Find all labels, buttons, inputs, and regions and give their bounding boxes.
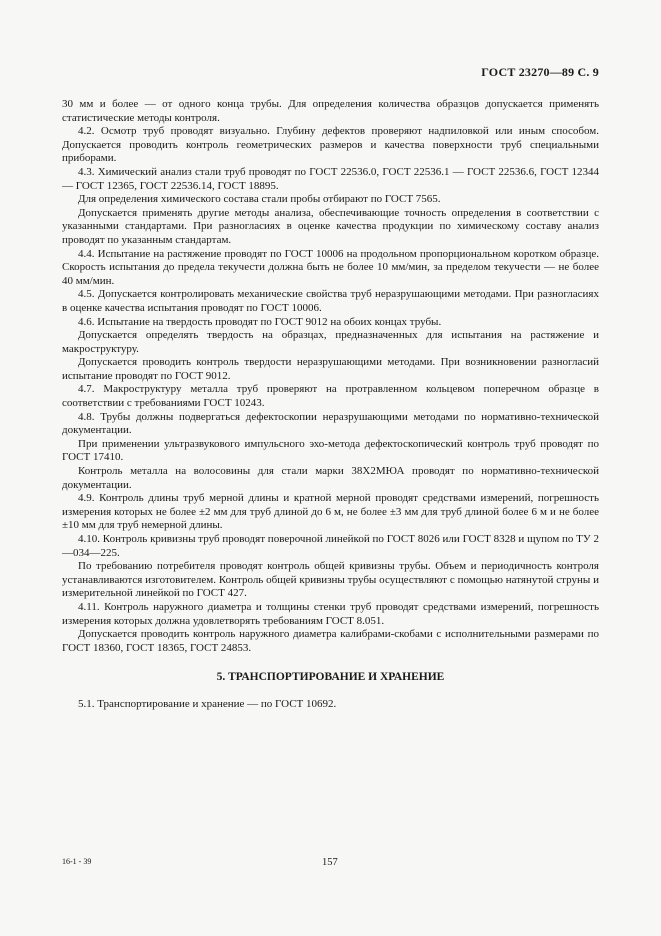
paragraph: 4.3. Химический анализ стали труб проводят по ГОСТ 22536.0, ГОСТ 22536.1 — ГОСТ 22536.6, ГОСТ 12344 — ГОСТ 12365, ГОСТ 22536.14, ГОСТ 18895. [62,165,599,192]
paragraph: По требованию потребителя проводят контроль общей кривизны трубы. Объем и периодичность контроля устанавливаются изготовителем. Контроль общей кривизны трубы осуществляют с помощью натянутой струны и измерительной линейкой по ГОСТ 427. [62,560,599,600]
section-title: 5. ТРАНСПОРТИРОВАНИЕ И ХРАНЕНИЕ [216,671,445,684]
paragraph: 4.2. Осмотр труб проводят визуально. Глубину дефектов проверяют надпиловкой или иным способом. Допускается проводить контроль геометрических размеров и качества поверхности труб специальными приборами. [62,125,599,165]
paragraph: Для определения химического состава стали пробы отбирают по ГОСТ 7565. [78,193,441,206]
paragraph: 4.6. Испытание на твердость проводят по ГОСТ 9012 на обоих концах трубы. [78,315,442,328]
paragraph: 5.1. Транспортирование и хранение — по ГОСТ 10692. [78,697,337,710]
paragraph: 4.10. Контроль кривизны труб проводят поверочной линейкой по ГОСТ 8026 или ГОСТ 8328 и щупом по ТУ 2—034—225. [62,533,599,559]
paragraph: 4.8. Трубы должны подвергаться дефектоскопии неразрушающими методами по нормативно-технической документации. [62,410,599,437]
paragraph: Контроль металла на волосовины для стали марки 38Х2МЮА проводят по нормативно-технической документации. [62,465,599,491]
paragraph: При применении ультразвукового импульсного эхо-метода дефектоскопический контроль труб проводят по ГОСТ 17410. [62,437,599,464]
paragraph: 4.9. Контроль длины труб мерной длины и кратной мерной проводят средствами измерений, погрешность измерения которых не более ±2 мм для труб длиной до 6 м, не более ±3 мм для труб длиной более 6 м и не более ±10 мм для труб немерной длины. [62,492,599,532]
page-number: 157 [322,857,338,868]
paragraph: Допускается применять другие методы анализа, обеспечивающие точность определения в соответствии с указанными стандартами. При разногласиях в оценке качества продукции по химическому составу анализ проводят по указанным стандартам. [62,206,599,246]
paragraph: Допускается проводить контроль наружного диаметра калибрами-скобами с исполнительными размерами по ГОСТ 18360, ГОСТ 18365, ГОСТ 24853. [62,628,599,654]
paragraph: 30 мм и более — от одного конца трубы. Для определения количества образцов допускается применять статистические методы контроля. [62,98,599,124]
paragraph: Допускается определять твердость на образцах, предназначенных для испытания на растяжение и макроструктуру. [62,329,599,355]
printer-mark: 16-1 - 39 [62,857,92,866]
paragraph: 4.7. Макроструктуру металла труб проверяют на протравленном кольцевом поперечном образце в соответствии с требованиями ГОСТ 10243. [62,383,599,410]
paragraph: Допускается проводить контроль твердости неразрушающими методами. При возникновении разногласий испытание проводят по ГОСТ 9012. [62,356,599,382]
paragraph: 4.11. Контроль наружного диаметра и толщины стенки труб проводят средствами измерений, погрешность измерения которых должна удовлетворять требованиям ГОСТ 8.051. [62,600,599,627]
document-body [62,98,599,712]
paragraph: 4.5. Допускается контролировать механические свойства труб неразрушающими методами. При разногласиях в оценке качества испытания проводят по ГОСТ 10006. [62,288,599,314]
paragraph: 4.4. Испытание на растяжение проводят по ГОСТ 10006 на продольном пропорциональном коротком образце. Скорость испытания до предела текучести должна быть не более 10 мм/мин, за пределом текучести — не более 40 мм/мин. [62,247,599,287]
running-header: ГОСТ 23270—89 С. 9 [481,65,599,79]
